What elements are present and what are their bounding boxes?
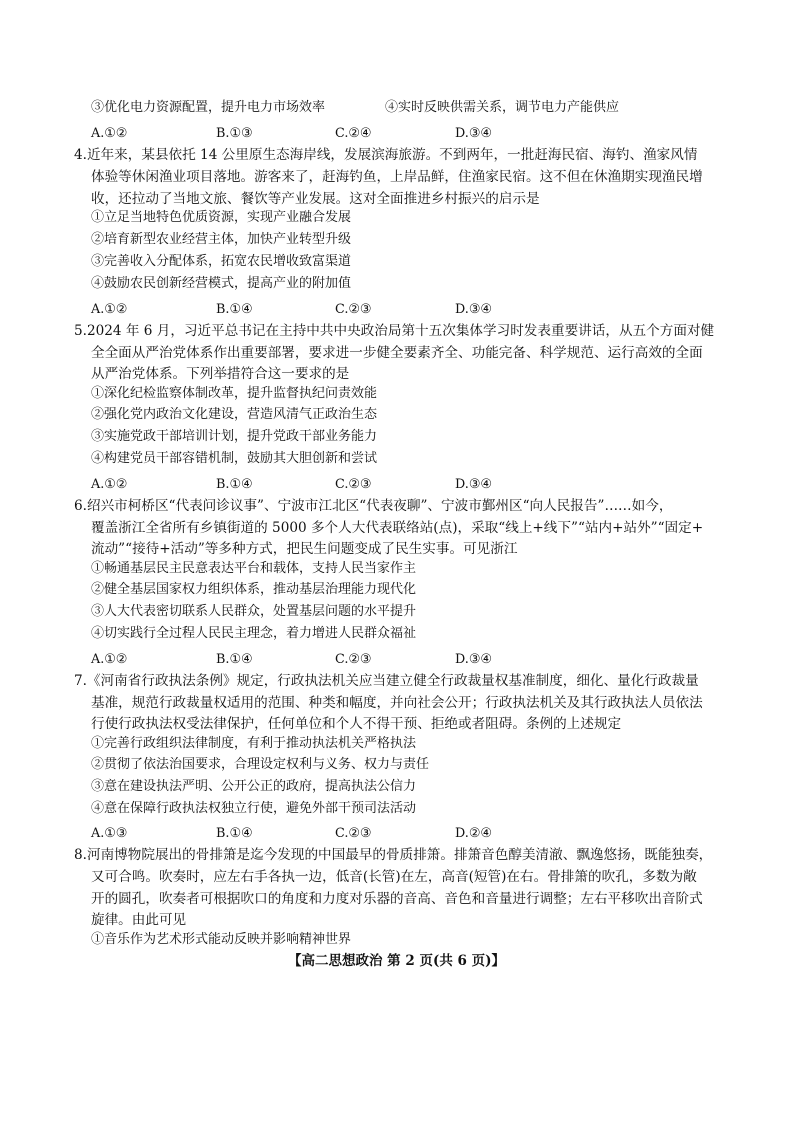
q5-choice-d: D.③④ [455, 477, 492, 492]
q4-stem-line-2: 体验等休闲渔业项目落地。游客来了，赶海钓鱼，上岸品鲜，住渔家民宿。这不但在休渔期实现渔民增 [91, 169, 703, 185]
q5-option-3: ③实施党政干部培训计划，提升党政干部业务能力 [91, 429, 378, 444]
q7-stem-line-3: 行使行政执法权受法律保护，任何单位和个人不得干预、拒绝或者阻碍。条例的上述规定 [91, 716, 622, 732]
q8-stem-line-3: 开的圆孔，吹奏者可根据吹口的角度和力度对乐器的音高、音色和音量进行调整；左右平移吹出音阶式 [91, 891, 703, 907]
q3-choice-d: D.③④ [455, 126, 492, 141]
q4-choice-a: A.①② [91, 302, 128, 317]
q6-option-3: ③人大代表密切联系人民群众，处置基层问题的水平提升 [91, 604, 417, 619]
q6-stem-line-3: 流动”“接待+活动”等多种方式，把民生问题变成了民生实事。可见浙江 [91, 541, 518, 557]
page-footer: 【高二思想政治 第 2 页(共 6 页)】 [287, 953, 506, 969]
q4-stem-line-1: 4.近年来，某县依托 14 公里原生态海岸线，发展滨海旅游。不到两年，一批赶海民宿、海钓、渔家风情 [74, 147, 698, 163]
q3-option-4: ④实时反映供需关系，调节电力产能供应 [385, 100, 620, 115]
q6-option-2: ②健全基层国家权力组织体系，推动基层治理能力现代化 [91, 582, 417, 597]
q6-choice-a: A.①② [91, 652, 128, 667]
q7-stem-line-2: 基准，规范行政裁量权适用的范围、种类和幅度，并向社会公开；行政执法机关及其行政执法人员依法 [91, 695, 703, 711]
q5-choice-c: C.②③ [335, 477, 372, 492]
q6-stem-line-2: 覆盖浙江全省所有乡镇街道的 5000 多个人大代表联络站(点)，采取“线上+线下”“站内+站外”“固定+ [91, 520, 704, 536]
q5-option-1: ①深化纪检监察体制改革，提升监督执纪问责效能 [91, 386, 378, 401]
q5-option-2: ②强化党内政治文化建设，营造风清气正政治生态 [91, 407, 378, 422]
q5-choice-b: B.①④ [216, 477, 253, 492]
q5-choice-a: A.①② [91, 477, 128, 492]
q7-option-3: ③意在建设执法严明、公开公正的政府，提高执法公信力 [91, 779, 417, 794]
q7-stem-line-1: 7.《河南省行政执法条例》规定，行政执法机关应当建立健全行政裁量权基准制度，细化、量化行政裁量 [74, 673, 699, 689]
q6-option-4: ④切实践行全过程人民民主理念，着力增进人民群众福祉 [91, 626, 417, 641]
q8-option-1: ①音乐作为艺术形式能动反映并影响精神世界 [91, 932, 352, 947]
q4-option-3: ③完善收入分配体系，拓宽农民增收致富渠道 [91, 254, 352, 269]
q5-option-4: ④构建党员干部容错机制，鼓励其大胆创新和尝试 [91, 451, 378, 466]
q3-choice-a: A.①② [91, 126, 128, 141]
q8-stem-line-2: 又可合鸣。吹奏时，应左右手各执一边，低音(长管)在左，高音(短管)在右。骨排箫的吹孔，多数为敞 [91, 869, 697, 885]
q7-choice-c: C.②③ [335, 826, 372, 841]
q4-option-4: ④鼓励农民创新经营模式，提高产业的附加值 [91, 276, 352, 291]
q3-choice-c: C.②④ [335, 126, 372, 141]
q4-option-1: ①立足当地特色优质资源，实现产业融合发展 [91, 210, 352, 225]
q3-choice-b: B.①③ [216, 126, 253, 141]
q3-option-3: ③优化电力资源配置，提升电力市场效率 [91, 100, 326, 115]
q8-stem-line-4: 旋律。由此可见 [91, 912, 187, 928]
q8-stem-line-1: 8.河南博物院展出的骨排箫是迄今发现的中国最早的骨质排箫。排箫音色醇美清澈、飘逸悠扬，既能独奏， [74, 847, 713, 863]
q6-choice-d: D.③④ [455, 652, 492, 667]
q7-option-1: ①完善行政组织法律制度，有利于推动执法机关严格执法 [91, 736, 417, 751]
q7-option-2: ②贯彻了依法治国要求，合理设定权利与义务、权力与责任 [91, 757, 430, 772]
q7-choice-b: B.①④ [216, 826, 253, 841]
q5-stem-line-3: 从严治党体系。下列举措符合这一要求的是 [91, 366, 350, 382]
q6-stem-line-1: 6.绍兴市柯桥区“代表问诊议事”、宁波市江北区“代表夜聊”、宁波市鄞州区“向人民报告”……如今， [74, 498, 673, 514]
q7-choice-d: D.②④ [455, 826, 492, 841]
q4-choice-d: D.③④ [455, 302, 492, 317]
q4-option-2: ②培育新型农业经营主体，加快产业转型升级 [91, 232, 352, 247]
q6-choice-b: B.①④ [216, 652, 253, 667]
q7-choice-a: A.①③ [91, 826, 128, 841]
q4-stem-line-3: 收，还拉动了当地文旅、餐饮等产业发展。这对全面推进乡村振兴的启示是 [91, 191, 540, 207]
q7-option-4: ④意在保障行政执法权独立行使，避免外部干预司法活动 [91, 801, 417, 816]
q5-stem-line-1: 5.2024 年 6 月，习近平总书记在主持中共中央政治局第十五次集体学习时发表重要讲话，从五个方面对健 [74, 323, 715, 339]
q4-choice-c: C.②③ [335, 302, 372, 317]
q6-option-1: ①畅通基层民主民意表达平台和载体，支持人民当家作主 [91, 561, 417, 576]
q5-stem-line-2: 全全面从严治党体系作出重要部署，要求进一步健全要素齐全、功能完备、科学规范、运行高效的全面 [91, 345, 703, 361]
q6-choice-c: C.②③ [335, 652, 372, 667]
q4-choice-b: B.①④ [216, 302, 253, 317]
